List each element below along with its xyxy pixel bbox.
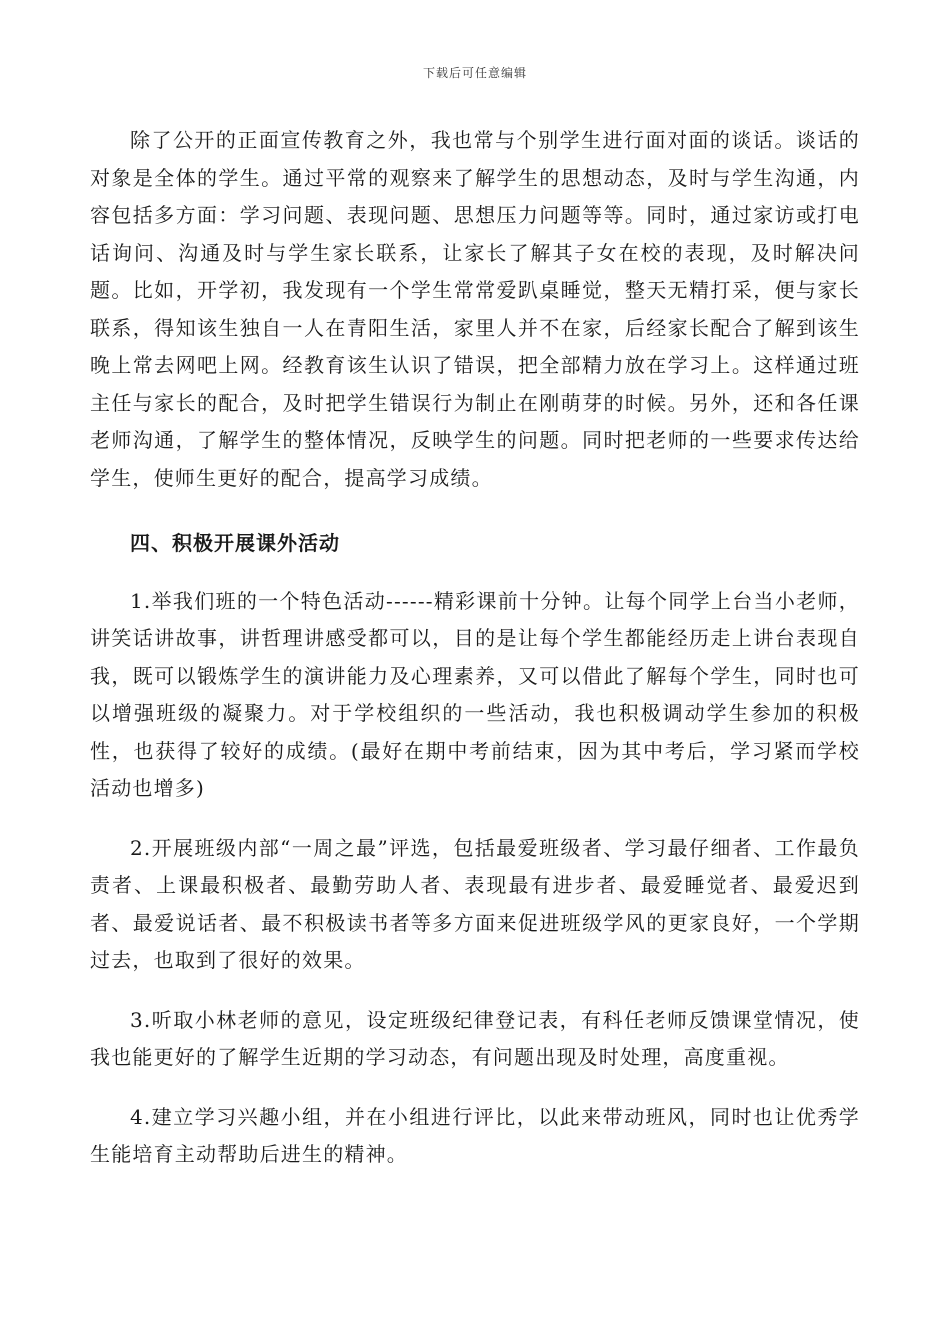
page-header: 下载后可任意编辑 (422, 66, 527, 80)
paragraph-parent-communication: 除了公开的正面宣传教育之外，我也常与个别学生进行面对面的谈话。谈话的对象是全体的学生。通过平常的观察来了解学生的思想动态，及时与学生沟通，内容包括多方面：学习问题、表现问题、思想压力问题等等。同时，通过家访或打电话询问、沟通及时与学生家长联系，让家长了解其子女在校的表现，及时解决问题。比如，开学初，我发现有一个学生常常爱趴桌睡觉，整天无精打采，便与家长联系，得知该生独自一人在青阳生活，家里人并不在家，后经家长配合了解到该生晚上常去网吧上网。经教育该生认识了错误，把全部精力放在学习上。这样通过班主任与家长的配合，及时把学生错误行为制止在刚萌芽的时候。另外，还和各任课老师沟通，了解学生的整体情况，反映学生的问题。同时把老师的一些要求传达给学生，使师生更好的配合，提高学习成绩。 (90, 128, 860, 490)
list-item-activity-1: 1.举我们班的一个特色活动------精彩课前十分钟。让每个同学上台当小老师，讲笑话讲故事，讲哲理讲感受都可以，目的是让每个学生都能经历走上讲台表现自我，既可以锻炼学生的演讲能力及心理素养，又可以借此了解每个学生，同时也可以增强班级的凝聚力。对于学校组织的一些活动，我也积极调动学生参加的积极性，也获得了较好的成绩。(最好在期中考前结束，因为其中考后，学习紧而学校活动也增多) (90, 588, 860, 800)
list-item-activity-3: 3.听取小林老师的意见，设定班级纪律登记表，有科任老师反馈课堂情况，使我也能更好的了解学生近期的学习动态，有问题出现及时处理，高度重视。 (90, 1007, 860, 1069)
list-item-activity-2: 2.开展班级内部“一周之最”评选，包括最爱班级者、学习最仔细者、工作最负责者、上课最积极者、最勤劳助人者、表现最有进步者、最爱睡觉者、最爱迟到者、最爱说话者、最不积极读书者等多方面来促进班级学风的更家良好，一个学期过去，也取到了很好的效果。 (90, 835, 860, 972)
document-body (90, 122, 860, 1174)
list-item-activity-4: 4.建立学习兴趣小组，并在小组进行评比，以此来带动班风，同时也让优秀学生能培育主动帮助后进生的精神。 (90, 1104, 860, 1166)
section-heading-extracurricular: 四、积极开展课外活动 (130, 531, 340, 555)
